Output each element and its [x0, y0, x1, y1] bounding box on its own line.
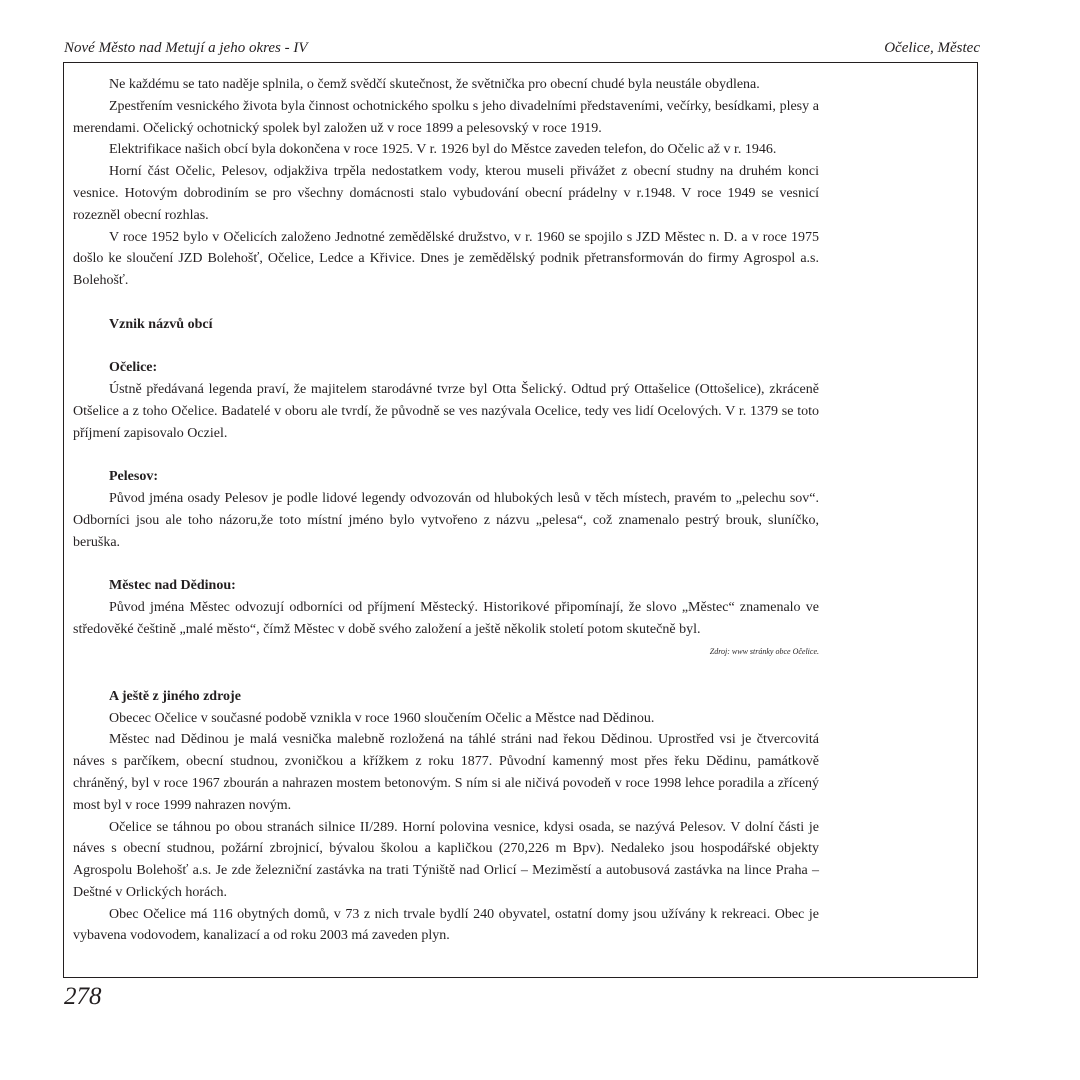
paragraph-ocelice: Ústně předávaná legenda praví, že majitelem starodávné tvrze byl Otta Šelický. Odtud prý Ottašelice (Ottošelice), zkráceně Otšelice a z toho Očelice. Badatelé v oboru ale tvrdí, že původně se ves nazývala Ocelice, tedy ves lidí Ocelových. V r. 1379 se toto příjmení zapisovalo Ocziel. — [73, 382, 819, 441]
paragraph: Obecec Očelice v současné podobě vznikla v roce 1960 sloučením Očelic a Městce nad Dědinou. — [109, 710, 655, 726]
section-heading-other-source: A ještě z jiného zdroje — [109, 688, 241, 704]
header-book-title: Nové Město nad Metují a jeho okres - IV — [64, 40, 308, 56]
paragraph: Obec Očelice má 116 obytných domů, v 73 z nich trvale bydlí 240 obyvatel, ostatní domy jsou užívány k rekreaci. Obec je vybavena vodovodem, kanalizací a od roku 2003 má zaveden plyn. — [73, 906, 819, 944]
header-chapter-title: Očelice, Městec — [884, 40, 980, 56]
paragraph: Horní část Očelic, Pelesov, odjakživa trpěla nedostatkem vody, kterou museli přivážet z obecní studny na druhém konci vesnice. Hotovým dobrodiním se pro všechny domácnosti stalo vybudování obecní prádelny v r.1948. V roce 1949 se vesnicí rozezněl obecní rozhlas. — [73, 164, 819, 223]
running-header — [64, 40, 980, 57]
paragraph: Očelice se táhnou po obou stranách silnice II/289. Horní polovina vesnice, kdysi osada, se nazývá Pelesov. V dolní části je náves s obecní studnou, požární zbrojnicí, bývalou školou a kapličkou (270,226 m Bpv). Nedaleko jsou hospodářské objekty Agrospolu Bolehošť a.s. Je zde železniční zastávka na trati Týniště nad Orlicí – Meziměstí a autobusová zastávka na lince Praha – Deštné v Orlických horách. — [73, 819, 819, 900]
page-number: 278 — [64, 983, 102, 1010]
paragraph: Městec nad Dědinou je malá vesnička malebně rozložená na táhlé stráni nad řekou Dědinou. Uprostřed vsi je čtvercovitá náves s parčíkem, obecní studnou, zvoničkou a křížkem z roku 1877. Původní kamenný most přes řeku Dědinu, památkově chráněný, byl v roce 1967 zbourán a nahrazen mostem betonovým. S ním si ale ničivá povodeň v roce 1998 lehce poradila a zřícený most byl v roce 1999 nahrazen novým. — [73, 732, 819, 813]
paragraph: Zpestřením vesnického života byla činnost ochotnického spolku s jeho divadelními představeními, večírky, besídkami, plesy a merendami. Očelický ochotnický spolek byl založen už v roce 1899 a pelesovský v roce 1919. — [73, 98, 819, 136]
subheading-pelesov: Pelesov: — [109, 469, 158, 485]
body-text — [73, 74, 819, 947]
paragraph: Elektrifikace našich obcí byla dokončena v roce 1925. V r. 1926 byl do Městce zaveden telefon, do Očelic až v r. 1946. — [109, 142, 777, 158]
subheading-mestec: Městec nad Dědinou: — [109, 578, 236, 594]
source-note: Zdroj: www stránky obce Očelice. — [709, 646, 819, 656]
subheading-ocelice: Očelice: — [109, 360, 158, 376]
paragraph-mestec: Původ jména Městec odvozují odborníci od příjmení Městecký. Historikové připomínají, že slovo „Městec“ znamenalo ve středověké češtině „malé město“, čímž Městec v době svého založení a ještě několik století potom skutečně byl. — [73, 600, 819, 637]
paragraph: V roce 1952 bylo v Očelicích založeno Jednotné zemědělské družstvo, v r. 1960 se spojilo s JZD Městec n. D. a v roce 1975 došlo ke sloučení JZD Bolehošť, Očelice, Ledce a Křivice. Dnes je zemědělský podnik přetransformován do firmy Agrospol a.s. Bolehošť. — [73, 229, 819, 289]
paragraph-pelesov: Původ jména osady Pelesov je podle lidové legendy odvozován od hlubokých lesů v těch místech, pravém to „pelechu sov“. Odborníci jsou ale toho názoru,že toto místní jméno bylo vytvořeno z názvu „pelesa“, což znamenalo pestrý brouk, sluníčko, beruška. — [73, 491, 819, 550]
paragraph: Ne každému se tato naděje splnila, o čemž svědčí skutečnost, že světnička pro obecní chudé byla neustále obydlena. — [109, 77, 760, 92]
section-heading-names: Vznik názvů obcí — [109, 316, 213, 332]
